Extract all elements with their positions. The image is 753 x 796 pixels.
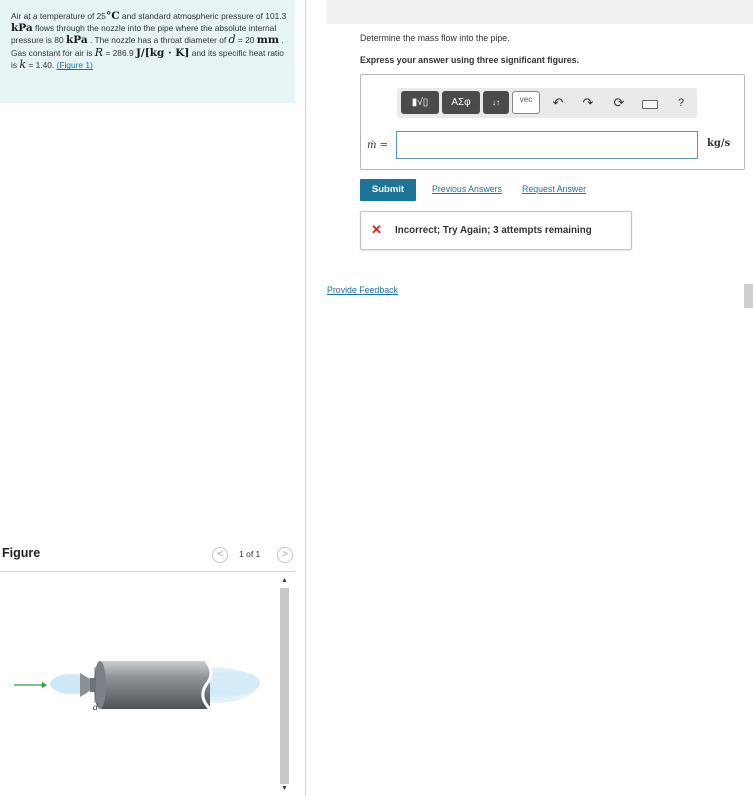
greek-letters-button[interactable]: ΑΣφ: [442, 91, 480, 114]
length-unit: mm: [256, 34, 280, 47]
nozzle-pipe-figure: [0, 575, 275, 795]
problem-text-segment: flows through the nozzle into the pipe where the absolute internal pressure is 80: [11, 22, 277, 46]
x-icon: ✕: [371, 222, 382, 237]
part-header-bar: [327, 0, 753, 24]
pressure-unit: kPa: [65, 34, 88, 47]
chevron-left-icon: <: [217, 549, 223, 560]
submit-button[interactable]: Submit: [360, 179, 416, 201]
figure-link[interactable]: (Figure 1): [56, 60, 93, 71]
diameter-label: d: [93, 703, 99, 712]
question-instruction: Express your answer using three significant figures.: [360, 55, 580, 65]
problem-text-segment: Air at a temperature of 25: [11, 11, 106, 21]
answer-unit: kg/s: [707, 138, 731, 149]
problem-text-segment: = 20: [235, 35, 257, 46]
figure-next-button[interactable]: [277, 547, 293, 563]
problem-text-segment: . Gas constant for air is: [11, 35, 284, 58]
pressure-unit: kPa: [11, 21, 33, 34]
pipe-shape: [94, 661, 211, 709]
figure-prev-button[interactable]: [212, 547, 228, 563]
mass-flow-input[interactable]: [396, 131, 698, 159]
help-button[interactable]: ?: [677, 97, 685, 109]
panel-divider: [305, 0, 306, 796]
feedback-message: Incorrect; Try Again; 3 attempts remaining: [395, 225, 592, 236]
chevron-right-icon: >: [282, 549, 288, 560]
feedback-box: [360, 211, 632, 250]
problem-statement-panel: [0, 0, 295, 103]
problem-text-segment: and standard atmospheric pressure of 101.3: [119, 11, 287, 21]
gas-constant-symbol: R: [94, 45, 104, 59]
gas-constant-unit: J/[kg · K]: [135, 46, 190, 59]
question-prompt: Determine the mass flow into the pipe.: [360, 33, 510, 43]
templates-button[interactable]: ▮√▯: [401, 91, 439, 114]
problem-text: [11, 11, 289, 72]
page-scrollbar-thumb[interactable]: [744, 284, 753, 308]
previous-answers-link[interactable]: Previous Answers: [432, 184, 502, 194]
flow-arrow-icon: [14, 682, 47, 688]
problem-text-segment: = 286.9: [103, 47, 136, 58]
keyboard-icon[interactable]: [642, 100, 658, 109]
redo-icon[interactable]: ↷: [582, 95, 594, 110]
figure-scrollbar[interactable]: [278, 576, 291, 794]
figure-divider: [0, 571, 295, 572]
request-answer-link[interactable]: Request Answer: [522, 184, 587, 194]
reset-icon[interactable]: ⟳: [613, 95, 625, 110]
problem-text-segment: and its specific heat ratio is: [11, 47, 284, 71]
answer-variable-label: ṁ =: [367, 140, 389, 151]
vector-button[interactable]: vec: [512, 91, 540, 114]
undo-icon[interactable]: ↶: [552, 95, 564, 110]
figure-pager: 1 of 1: [239, 549, 261, 559]
problem-text-segment: . The nozzle has a throat diameter of: [87, 35, 229, 46]
problem-text-segment: = 1.40.: [26, 60, 57, 71]
temperature-unit: °C: [105, 10, 120, 22]
heat-ratio-symbol: k: [19, 58, 27, 72]
provide-feedback-link[interactable]: Provide Feedback: [327, 285, 398, 295]
diameter-symbol: d: [228, 33, 236, 47]
scroll-thumb[interactable]: [280, 588, 289, 784]
math-toolbar: [397, 88, 697, 118]
scroll-up-icon[interactable]: ▲: [281, 577, 288, 584]
scroll-down-icon[interactable]: ▼: [281, 785, 288, 792]
figure-title: Figure: [2, 546, 41, 560]
arrows-button[interactable]: ↓↑: [483, 91, 509, 114]
